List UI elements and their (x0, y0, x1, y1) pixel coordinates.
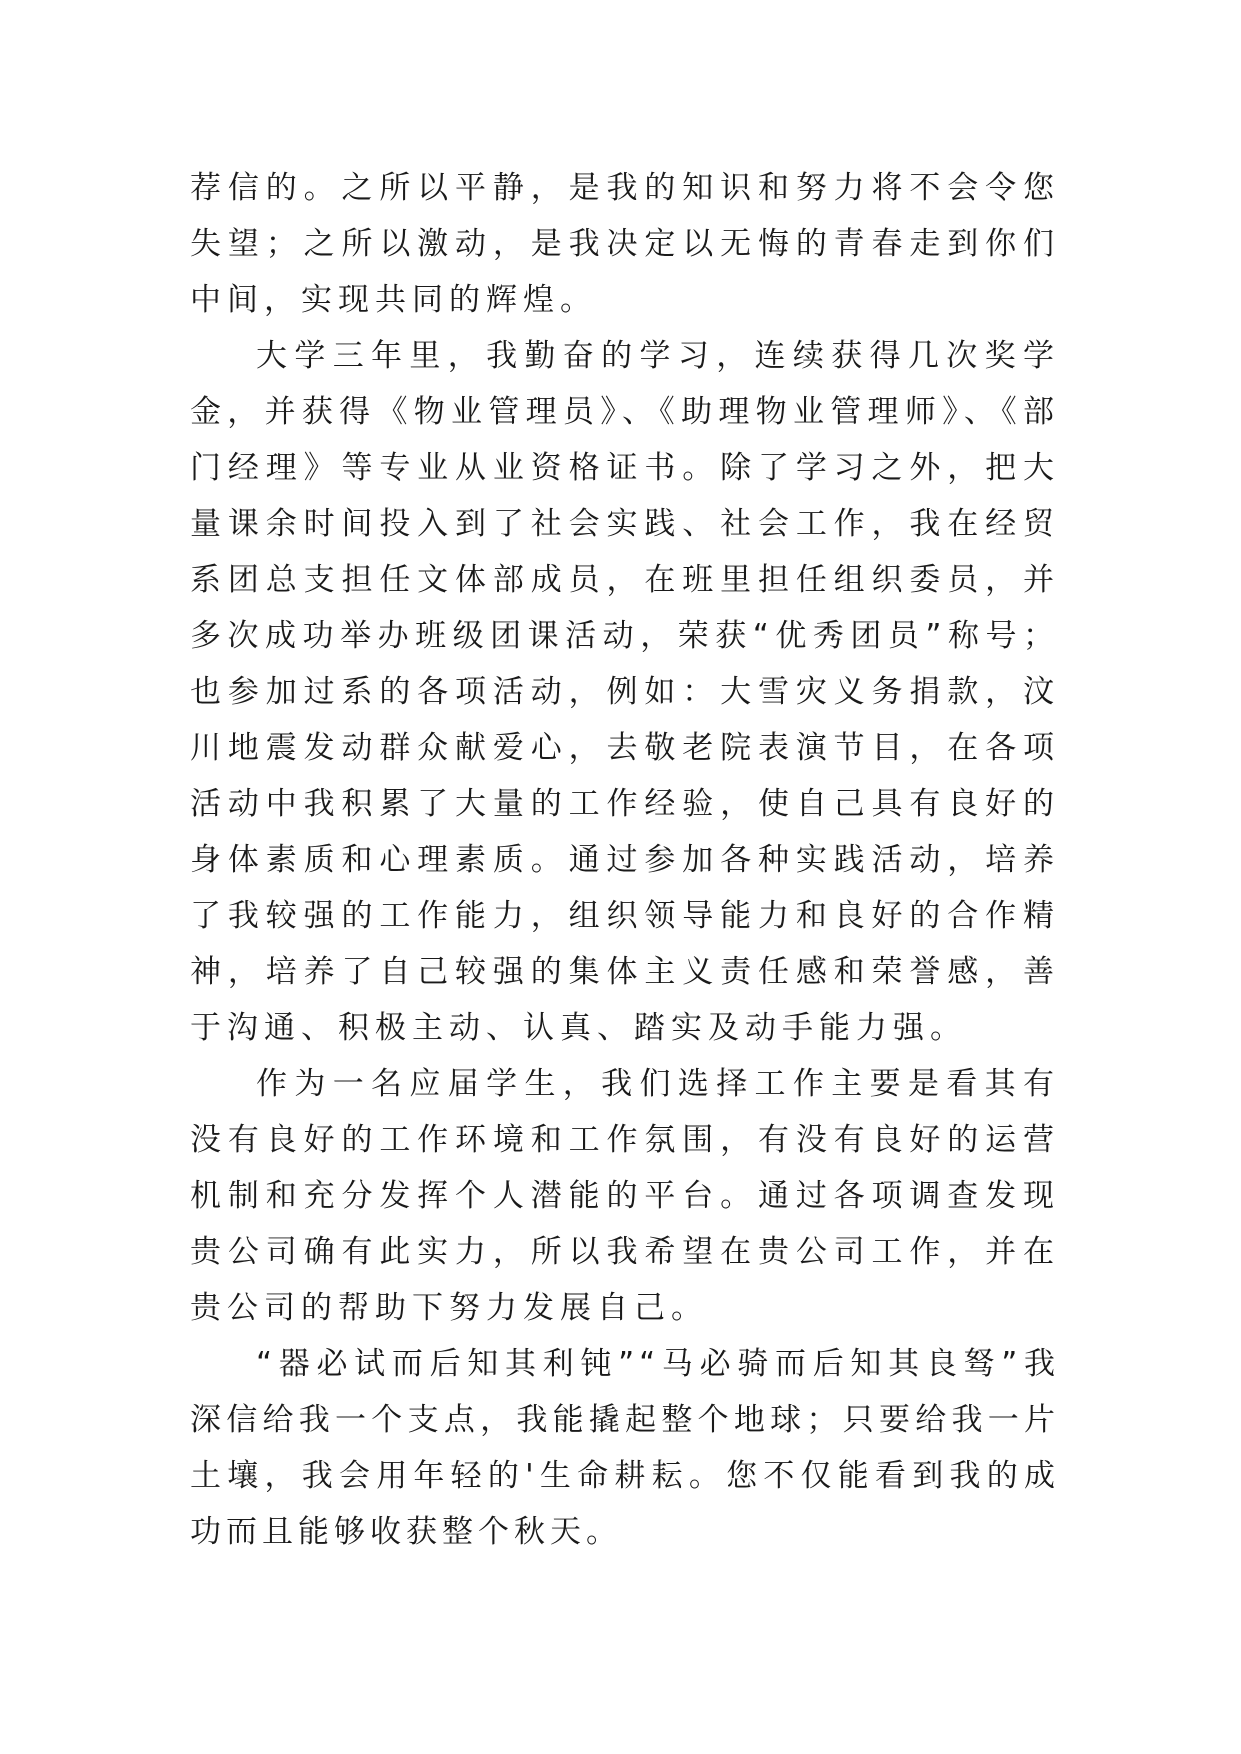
paragraph-4: “器必试而后知其利钝”“马必骑而后知其良驽”我深信给我一个支点，我能撬起整个地球；只要给我一片土壤，我会用年轻的'生命耕耘。您不仅能看到我的成功而且能够收获整个秋天。 (190, 1346, 1060, 1550)
paragraph-3: 作为一名应届学生，我们选择工作主要是看其有没有良好的工作环境和工作氛围，有没有良好的运营机制和充分发挥个人潜能的平台。通过各项调查发现贵公司确有此实力，所以我希望在贵公司工作，并在贵公司的帮助下努力发展自己。 (190, 1066, 1060, 1326)
paragraph-2: 大学三年里，我勤奋的学习，连续获得几次奖学金，并获得《物业管理员》、《助理物业管理师》、《部门经理》等专业从业资格证书。除了学习之外，把大量课余时间投入到了社会实践、社会工作，我在经贸系团总支担任文体部成员，在班里担任组织委员，并多次成功举办班级团课活动，荣获“优秀团员”称号；也参加过系的各项活动，例如：大雪灾义务捐款，汶川地震发动群众献爱心，去敬老院表演节目，在各项活动中我积累了大量的工作经验，使自己具有良好的身体素质和心理素质。通过参加各种实践活动，培养了我较强的工作能力，组织领导能力和良好的合作精神，培养了自己较强的集体主义责任感和荣誉感，善于沟通、积极主动、认真、踏实及动手能力强。 (190, 338, 1060, 1046)
paragraph-1: 荐信的。之所以平静，是我的知识和努力将不会令您失望；之所以激动，是我决定以无悔的青春走到你们中间，实现共同的辉煌。 (190, 170, 1060, 318)
letter-body (190, 160, 1060, 1560)
